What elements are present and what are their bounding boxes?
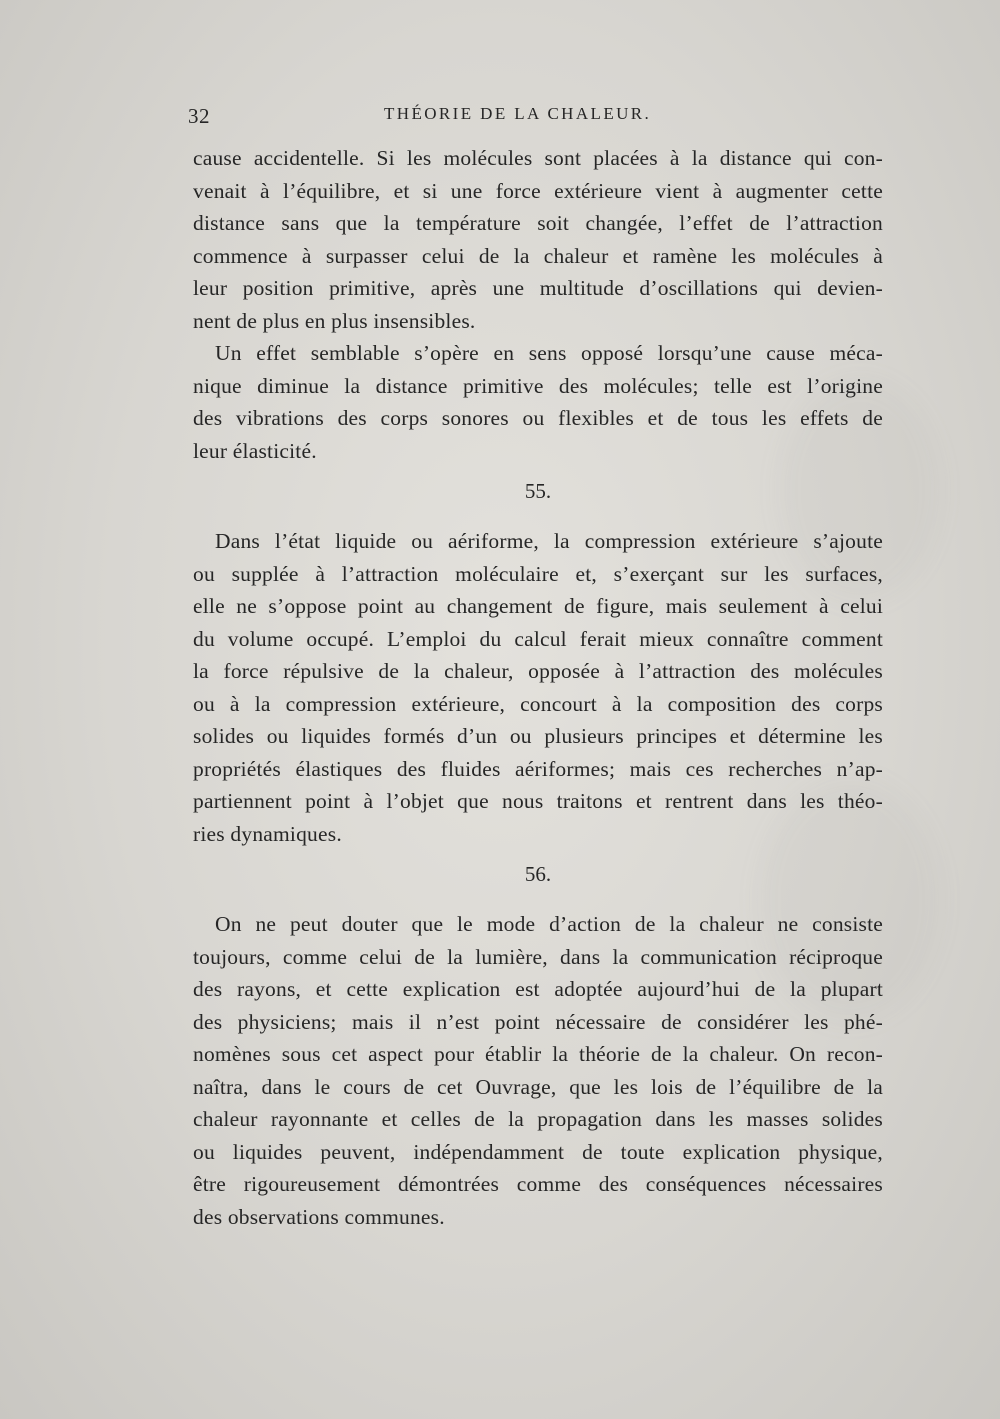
text-line: On ne peut douter que le mode d’action de la chaleur ne consiste [215,912,883,936]
text-line: commence à surpasser celui de la chaleur et ramène les molécules à [193,243,883,268]
text-line: ou à la compression extérieure, concourt à la composition des corps [193,691,883,716]
paragraph [193,142,883,337]
section-number: 56. [524,862,552,886]
running-title: THÉORIE DE LA CHALEUR. [384,104,652,123]
text-line: toujours, comme celui de la lumière, dans la communication réciproque [193,944,883,969]
paragraph [193,908,883,1233]
text-line: des physiciens; mais il n’est point nécessaire de considérer les phé- [193,1009,883,1034]
text-line: naîtra, dans le cours de cet Ouvrage, que les lois de l’équilibre de la [193,1074,883,1099]
paragraph [193,337,883,467]
text-line: venait à l’équilibre, et si une force extérieure vient à augmenter cette [193,178,883,203]
page-header [188,104,888,134]
text-line: nomènes sous cet aspect pour établir la théorie de la chaleur. On recon- [193,1042,883,1066]
text-line: Dans l’état liquide ou aériforme, la compression extérieure s’ajoute [215,529,883,553]
text-line: partiennent point à l’objet que nous traitons et rentrent dans les théo- [193,789,883,813]
paragraph [193,525,883,850]
text-line: des rayons, et cette explication est adoptée aujourd’hui de la plupart [193,977,883,1001]
text-line: nique diminue la distance primitive des molécules; telle est l’origine [193,373,883,398]
text-line: solides ou liquides formés d’un ou plusieurs principes et détermine les [193,724,883,748]
text-line: leur position primitive, après une multitude d’oscillations qui devien- [193,276,883,300]
text-line: être rigoureusement démontrées comme des conséquences nécessaires [193,1172,883,1196]
text-line: ou liquides peuvent, indépendamment de toute explication physique, [193,1139,883,1164]
body-text [193,142,883,1233]
text-line: leur élasticité. [193,438,317,463]
text-line: elle ne s’oppose point au changement de figure, mais seulement à celui [193,594,883,618]
page-number: 32 [188,104,210,128]
text-line: distance sans que la température soit changée, l’effet de l’attraction [193,211,883,235]
text-line: propriétés élastiques des fluides aériformes; mais ces recherches n’ap- [193,756,883,781]
text-line: nent de plus en plus insensibles. [193,308,476,333]
text-line: des vibrations des corps sonores ou flexibles et de tous les effets de [193,406,883,430]
text-line: ou supplée à l’attraction moléculaire et, s’exerçant sur les surfaces, [193,561,883,586]
text-line: cause accidentelle. Si les molécules sont placées à la distance qui con- [193,146,883,170]
section-number: 55. [524,479,552,503]
text-line: Un effet semblable s’opère en sens opposé lorsqu’une cause méca- [215,341,883,365]
text-line: du volume occupé. L’emploi du calcul ferait mieux connaître comment [193,626,883,651]
text-line: chaleur rayonnante et celles de la propagation dans les masses solides [193,1107,883,1131]
text-line: des observations communes. [193,1204,445,1229]
text-line: la force répulsive de la chaleur, opposée à l’attraction des molécules [193,659,883,683]
text-line: ries dynamiques. [193,821,342,846]
